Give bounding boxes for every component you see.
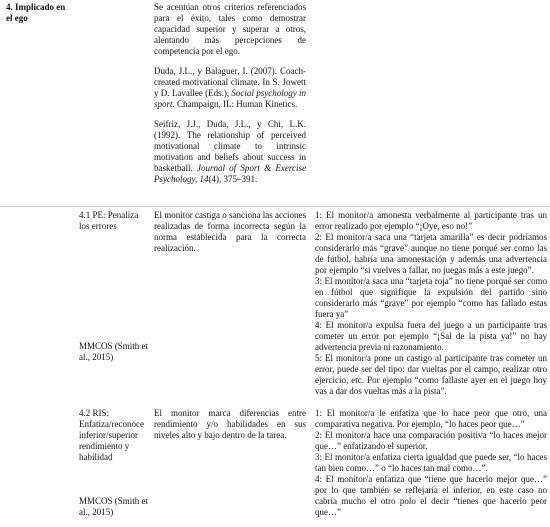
row-mmcos-4-2: MMCOS (Smith et al., 2015)	[79, 496, 149, 517]
row-items-4-1	[315, 210, 547, 397]
list-item: 4: El monitor/a expulsa fuera del juego a un participante tras cometer un error por ejemplo “¡Sal de la pista ya!” no hay advertencia previa ni razonamiento.	[315, 320, 547, 352]
row-definition-4-1: El monitor castiga o sanciona las acciones realizadas de forma incorrecta según la norma establecida para la correcta realización.	[154, 210, 306, 253]
list-item: 2: El monitor/a hace una comparación positiva “lo haces mejor que…” enfatizando el superior.	[315, 430, 547, 451]
list-item: 2: El monitor/a saca una “tarjeta amarilla” es decir podríamos considerarlo más “grave” aunque no tiene porqué ser como las de fútbol, habría una amonestación y además una advertencia por ejemplo “si vuelves a fallar, no juegas más a este juego”.	[315, 232, 547, 275]
reference-2: Seifriz, J.J., Duda, J.L., y Chi, L.K. (1992). The relationship of perceived motivational climate to intrinsic motivation and beliefs about success in basketball. Journal of Sport & Exercise Psychology, 14(4), 375–391.	[154, 119, 306, 184]
row-definition-4-2: El monitor marca diferencias entre rendimiento y/o habilidades en sus niveles alto y bajo dentro de la tarea.	[154, 408, 306, 440]
section-heading: 4. Implicado en el ego	[6, 2, 66, 23]
section-definition	[154, 2, 306, 185]
definition-text: Se acentúan otros criterios referenciados para el éxito, tales como demostrar capacidad superior y superar a otros, alentando más percepciones de competencia por el ego.	[154, 2, 306, 56]
list-item: 4: El monitor/a enfatiza que “tiene que hacerlo mejor que…” por lo que también se reflejaría el inferior, en este caso no cabría mucho el otro polo el decir “tienes que hacerlo peor que…”	[315, 474, 547, 517]
row-divider	[0, 206, 550, 207]
list-item: 3: El monitor/a saca una “tarjeta roja” no tiene porqué ser como en fútbol que signifique la expulsión del partido sino considerarlo más “grave” por ejemplo “como has fallado estas fuera ya”	[315, 276, 547, 319]
row-items-4-2	[315, 408, 547, 518]
list-item: 1: El monitor/a amonesta verbalmente al participante tras un error realizado por ejemplo “¡Oye, eso no!”	[315, 210, 547, 231]
reference-1: Duda, J.L., y Balaguer, I. (2007). Coach-created motivational climate. In S. Jowett y D. Lavallee (Eds.), Social psychology in sport. Champaign, IL: Human Kinetics.	[154, 66, 306, 109]
row-label-4-1: 4.1 PE: Penaliza los errores	[79, 210, 139, 231]
row-label-4-2: 4.2 RIS: Enfatiza/reconoce inferior/superior rendimiento y habilidad	[79, 408, 144, 462]
list-item: 1: El monitor/a le enfatiza que lo hace peor que otro, una comparativa negativa. Por ejemplo, “lo haces peor que…”	[315, 408, 547, 429]
list-item: 5: El monitor/a pone un castigo al participante tras cometer un error, puede ser del tipo: dar vueltas por el campo, realizar otro ejercicio, etc. Por ejemplo “como fallaste ayer en el juego hoy vas a dar dos vueltas más a la pista”.	[315, 353, 547, 396]
list-item: 3: El monitor/a enfatiza cierta igualdad que puede ser, “lo haces tan bien como…” o “lo haces tan mal como…”.	[315, 452, 547, 473]
row-mmcos-4-1: MMCOS (Smith et al., 2015)	[79, 341, 149, 362]
